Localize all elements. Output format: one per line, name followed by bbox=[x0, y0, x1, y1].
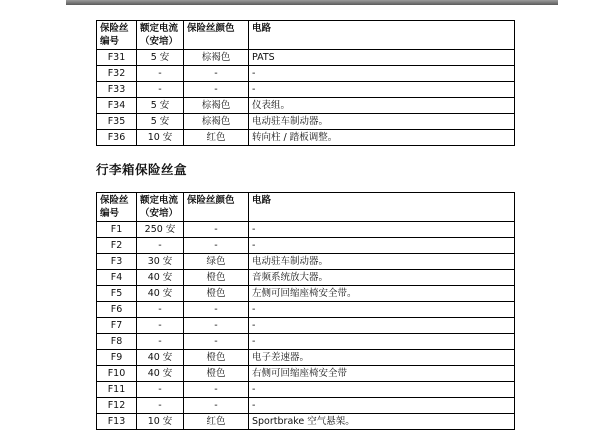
circuit-cell: 电动驻车制动器。 bbox=[249, 254, 515, 270]
fuse-color-cell: - bbox=[184, 398, 249, 414]
header-row bbox=[97, 193, 515, 222]
table-row bbox=[97, 238, 515, 254]
header-circuit bbox=[249, 21, 515, 50]
page-header-bar bbox=[66, 0, 558, 5]
header-fuse-color-label: 保险丝颜色 bbox=[187, 195, 235, 206]
fuse-number-cell: F12 bbox=[97, 398, 137, 414]
header-rated-current bbox=[137, 193, 184, 222]
rated-current-cell: 10 安 bbox=[137, 130, 184, 146]
fuse-number-cell: F35 bbox=[97, 114, 137, 130]
fuse-number-cell: F6 bbox=[97, 302, 137, 318]
fuse-color-cell: - bbox=[184, 318, 249, 334]
table-row bbox=[97, 382, 515, 398]
fuse-number-cell: F36 bbox=[97, 130, 137, 146]
fuse-number-cell: F5 bbox=[97, 286, 137, 302]
rated-current-cell: 30 安 bbox=[137, 254, 184, 270]
header-fuse-color-label: 保险丝颜色 bbox=[187, 23, 235, 34]
rated-current-cell: 40 安 bbox=[137, 286, 184, 302]
rated-current-cell: - bbox=[137, 238, 184, 254]
circuit-cell: - bbox=[249, 318, 515, 334]
rated-current-cell: - bbox=[137, 82, 184, 98]
fuse-color-cell: 棕褐色 bbox=[184, 50, 249, 66]
header-rated-current-label: 额定电流 （安培） bbox=[140, 195, 179, 219]
header-row bbox=[97, 21, 515, 50]
circuit-cell: 左侧可回缩座椅安全带。 bbox=[249, 286, 515, 302]
fuse-color-cell: 橙色 bbox=[184, 270, 249, 286]
fuse-number-cell: F32 bbox=[97, 66, 137, 82]
fuse-color-cell: 棕褐色 bbox=[184, 98, 249, 114]
rated-current-cell: 5 安 bbox=[137, 114, 184, 130]
table-row bbox=[97, 334, 515, 350]
fuse-color-cell: 绿色 bbox=[184, 254, 249, 270]
circuit-cell: PATS bbox=[249, 50, 515, 66]
fuse-color-cell: - bbox=[184, 222, 249, 238]
fuse-color-cell: 橙色 bbox=[184, 350, 249, 366]
circuit-cell: 电动驻车制动器。 bbox=[249, 114, 515, 130]
fuse-number-cell: F7 bbox=[97, 318, 137, 334]
circuit-cell: - bbox=[249, 238, 515, 254]
table-row bbox=[97, 82, 515, 98]
fuse-number-cell: F10 bbox=[97, 366, 137, 382]
fuse-color-cell: 红色 bbox=[184, 130, 249, 146]
table-row bbox=[97, 50, 515, 66]
circuit-cell: - bbox=[249, 222, 515, 238]
header-fuse-number-label: 保险丝 编号 bbox=[100, 23, 129, 47]
circuit-cell: 音频系统放大器。 bbox=[249, 270, 515, 286]
fuse-color-cell: - bbox=[184, 66, 249, 82]
fuse-color-cell: - bbox=[184, 334, 249, 350]
rated-current-cell: 5 安 bbox=[137, 98, 184, 114]
header-fuse-number bbox=[97, 21, 137, 50]
rated-current-cell: - bbox=[137, 398, 184, 414]
header-rated-current-label: 额定电流 （安培） bbox=[140, 23, 179, 47]
header-fuse-color bbox=[184, 21, 249, 50]
table-row bbox=[97, 98, 515, 114]
circuit-cell: 转向柱 / 踏板调整。 bbox=[249, 130, 515, 146]
header-circuit-label: 电路 bbox=[252, 195, 272, 206]
rated-current-cell: 10 安 bbox=[137, 414, 184, 430]
fuse-number-cell: F13 bbox=[97, 414, 137, 430]
rated-current-cell: - bbox=[137, 382, 184, 398]
table-row bbox=[97, 398, 515, 414]
rated-current-cell: 40 安 bbox=[137, 270, 184, 286]
header-circuit-label: 电路 bbox=[252, 23, 272, 34]
rated-current-cell: 250 安 bbox=[137, 222, 184, 238]
fuse-color-cell: 棕褐色 bbox=[184, 114, 249, 130]
rated-current-cell: - bbox=[137, 334, 184, 350]
table-row bbox=[97, 350, 515, 366]
fuse-number-cell: F4 bbox=[97, 270, 137, 286]
rated-current-cell: 40 安 bbox=[137, 366, 184, 382]
circuit-cell: - bbox=[249, 382, 515, 398]
header-circuit bbox=[249, 193, 515, 222]
circuit-cell: Sportbrake 空气悬架。 bbox=[249, 414, 515, 430]
rated-current-cell: 40 安 bbox=[137, 350, 184, 366]
fuse-number-cell: F33 bbox=[97, 82, 137, 98]
table-row bbox=[97, 222, 515, 238]
fuse-color-cell: - bbox=[184, 302, 249, 318]
fuse-number-cell: F9 bbox=[97, 350, 137, 366]
fuse-table-1 bbox=[96, 20, 515, 146]
fuse-color-cell: - bbox=[184, 238, 249, 254]
fuse-color-cell: - bbox=[184, 82, 249, 98]
fuse-number-cell: F11 bbox=[97, 382, 137, 398]
rated-current-cell: - bbox=[137, 318, 184, 334]
section-heading: 行李箱保险丝盒 bbox=[96, 162, 188, 177]
table-row bbox=[97, 414, 515, 430]
fuse-table-1-body bbox=[97, 50, 515, 146]
circuit-cell: - bbox=[249, 334, 515, 350]
rated-current-cell: - bbox=[137, 302, 184, 318]
circuit-cell: 仪表组。 bbox=[249, 98, 515, 114]
fuse-color-cell: - bbox=[184, 382, 249, 398]
circuit-cell: - bbox=[249, 398, 515, 414]
fuse-number-cell: F34 bbox=[97, 98, 137, 114]
fuse-number-cell: F2 bbox=[97, 238, 137, 254]
table-row bbox=[97, 130, 515, 146]
header-rated-current bbox=[137, 21, 184, 50]
header-fuse-number-label: 保险丝 编号 bbox=[100, 195, 129, 219]
circuit-cell: 右侧可回缩座椅安全带 bbox=[249, 366, 515, 382]
table-row bbox=[97, 114, 515, 130]
table-row bbox=[97, 366, 515, 382]
fuse-table-2 bbox=[96, 192, 515, 430]
table-row bbox=[97, 66, 515, 82]
circuit-cell: - bbox=[249, 66, 515, 82]
fuse-number-cell: F31 bbox=[97, 50, 137, 66]
fuse-table-1-header bbox=[97, 21, 515, 50]
table-row bbox=[97, 286, 515, 302]
fuse-table-2-header bbox=[97, 193, 515, 222]
fuse-number-cell: F8 bbox=[97, 334, 137, 350]
fuse-color-cell: 橙色 bbox=[184, 366, 249, 382]
table-row bbox=[97, 302, 515, 318]
table-row bbox=[97, 254, 515, 270]
fuse-number-cell: F1 bbox=[97, 222, 137, 238]
rated-current-cell: - bbox=[137, 66, 184, 82]
header-fuse-color bbox=[184, 193, 249, 222]
circuit-cell: - bbox=[249, 302, 515, 318]
circuit-cell: - bbox=[249, 82, 515, 98]
fuse-number-cell: F3 bbox=[97, 254, 137, 270]
rated-current-cell: 5 安 bbox=[137, 50, 184, 66]
circuit-cell: 电子差速器。 bbox=[249, 350, 515, 366]
table-row bbox=[97, 270, 515, 286]
fuse-color-cell: 红色 bbox=[184, 414, 249, 430]
table-row bbox=[97, 318, 515, 334]
fuse-table-2-body bbox=[97, 222, 515, 430]
fuse-color-cell: 橙色 bbox=[184, 286, 249, 302]
header-fuse-number bbox=[97, 193, 137, 222]
